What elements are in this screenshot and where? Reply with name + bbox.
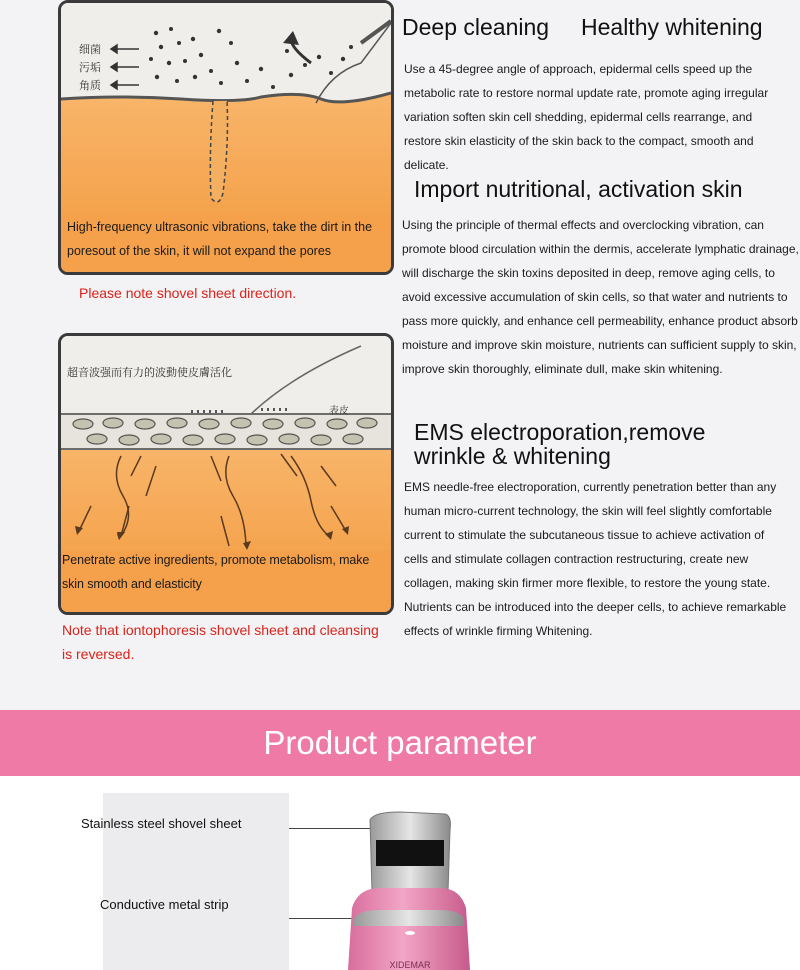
chinese-label-dirt: 污垢 bbox=[79, 62, 101, 74]
param-label-metal-strip: Conductive metal strip bbox=[100, 897, 229, 912]
paragraph-ems: EMS needle-free electroporation, currently penetration better than any human micro-current technology, the skin will feel slightly comfortable current to stimulate the subcutaneous tissue to achieve activation of cells and stimulate collagen contraction restructuring, create new collagen, making skin firmer more flexible, to restore the young state. Nutrients can be introduced into the deeper cells, to achieve remarkable effects of wrinkle firming Whitening. bbox=[404, 480, 787, 638]
param-label-shovel-sheet: Stainless steel shovel sheet bbox=[81, 816, 242, 831]
ultrasonic-header-text: 超音波强而有力的波動使皮膚活化 bbox=[67, 367, 232, 379]
activation-diagram-panel bbox=[58, 333, 394, 615]
heading-ems: EMS electroporation,remove wrinkle & whitening bbox=[414, 419, 706, 469]
banner-title: Product parameter bbox=[263, 724, 537, 761]
paragraph-deep-cleaning: Use a 45-degree angle of approach, epidermal cells speed up the metabolic rate to restore normal update rate, promote aging irregular variation soften skin cell shedding, epidermal cells rearrange, and restore skin elasticity of the skin back to the compact, smooth and delicate. bbox=[404, 62, 769, 172]
epidermis-label: 表皮 bbox=[329, 406, 349, 417]
product-parameter-banner bbox=[0, 710, 800, 776]
shovel-direction-note: Please note shovel sheet direction. bbox=[79, 285, 297, 301]
paragraph-import-nutritional: Using the principle of thermal effects and overclocking vibration, can promote blood circulation within the dermis, accelerate lymphatic drainage, will discharge the skin toxins deposited in deep, remove aging cells, to avoid excessive accumulation of skin cells, so that water and nutrients to pass more quickly, and enhance cell permeability, enhance product absorb moisture and improve skin moisture, nutrients can sufficient supply to skin, improve skin thoroughly, eliminate dull, make skin whitening. bbox=[402, 218, 799, 376]
chinese-label-bacteria: 细菌 bbox=[79, 44, 101, 56]
heading-import-nutritional: Import nutritional, activation skin bbox=[414, 176, 743, 202]
iontophoresis-note: Note that iontophoresis shovel sheet and cleansing is reversed. bbox=[62, 622, 379, 662]
device-brand: XIDEMAR bbox=[389, 960, 431, 970]
cleaning-caption: High-frequency ultrasonic vibrations, take the dirt in the poresout of the skin, it will not expand the pores bbox=[67, 220, 373, 258]
activation-caption: Penetrate active ingredients, promote metabolism, make skin smooth and elasticity bbox=[62, 553, 370, 591]
heading-deep-cleaning: Deep cleaning Healthy whitening bbox=[402, 14, 763, 40]
beauty-device-illustration bbox=[340, 800, 480, 970]
chinese-label-keratin: 角质 bbox=[79, 80, 101, 92]
cleaning-diagram-panel bbox=[58, 0, 394, 275]
